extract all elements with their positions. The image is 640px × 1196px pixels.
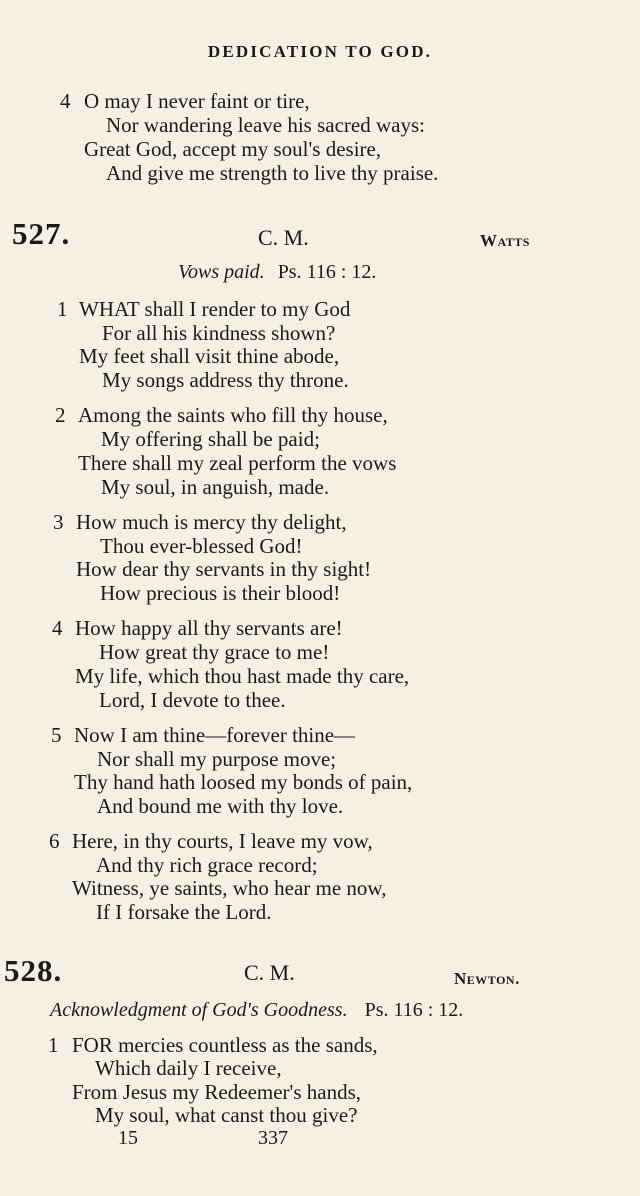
verse-line: There shall my zeal perform the vows (78, 451, 397, 475)
verse-line: O may I never faint or tire, (84, 89, 310, 113)
hymn-number: 527. (12, 216, 71, 251)
running-header: DEDICATION TO GOD. (207, 42, 433, 61)
verse-line: How dear thy servants in thy sight! (76, 557, 372, 581)
verse-line: How much is mercy thy delight, (76, 510, 347, 534)
verse-line: My offering shall be paid; (101, 427, 320, 451)
stanza-number: 3 (53, 510, 64, 534)
hymn-number: 528. (4, 953, 63, 988)
verse-line: Which daily I receive, (95, 1056, 282, 1080)
hymn-meter: C. M. (244, 960, 295, 985)
scripture-reference: Ps. 116 : 12. (364, 999, 464, 1021)
hymn-title: Acknowledgment of God's Goodness. (50, 999, 348, 1021)
verse-line: Among the saints who fill thy house, (78, 403, 388, 427)
verse-line: Lord, I devote to thee. (99, 688, 286, 712)
stanza-number: 1 (57, 297, 68, 321)
verse-line: My songs address thy throne. (102, 368, 349, 392)
verse-line: From Jesus my Redeemer's hands, (72, 1080, 361, 1104)
verse-line: And give me strength to live thy praise. (106, 161, 439, 185)
verse-line: For all his kindness shown? (102, 321, 336, 345)
verse-line: FOR mercies countless as the sands, (72, 1033, 378, 1057)
hymn-meter: C. M. (258, 225, 309, 250)
verse-line: And thy rich grace record; (96, 853, 318, 877)
stanza-number: 4 (52, 616, 63, 640)
hymn-title: Vows paid. (178, 261, 265, 283)
verse-line: My soul, in anguish, made. (101, 475, 330, 499)
page-number: 337 (258, 1127, 288, 1149)
verse-line: My soul, what canst thou give? (95, 1103, 358, 1127)
verse-line: And bound me with thy love. (97, 794, 344, 818)
hymn-subtitle (178, 261, 376, 284)
scripture-reference: Ps. 116 : 12. (277, 261, 377, 283)
verse-line: Nor shall my purpose move; (97, 747, 337, 771)
verse-line: Here, in thy courts, I leave my vow, (72, 829, 373, 853)
verse-line: Thou ever-blessed God! (100, 534, 303, 558)
verse-line: My life, which thou hast made thy care, (75, 664, 410, 688)
stanza-number: 6 (49, 829, 60, 853)
verse-line: If I forsake the Lord. (96, 900, 272, 924)
verse-line: Great God, accept my soul's desire, (84, 137, 382, 161)
verse-line: My feet shall visit thine abode, (79, 344, 340, 368)
verse-line: How happy all thy servants are! (75, 616, 343, 640)
verse-line: Now I am thine—forever thine— (74, 723, 356, 747)
stanza-number: 4 (60, 89, 71, 113)
verse-line: Thy hand hath loosed my bonds of pain, (74, 770, 413, 794)
verse-line: Nor wandering leave his sacred ways: (106, 113, 425, 137)
stanza-number: 2 (55, 403, 66, 427)
verse-line: WHAT shall I render to my God (79, 297, 351, 321)
tune-name: Watts (480, 231, 530, 250)
verse-line: Witness, ye saints, who hear me now, (72, 876, 387, 900)
verse-line: How great thy grace to me! (99, 640, 330, 664)
stanza-number: 1 (48, 1033, 59, 1057)
hymn-subtitle (50, 999, 463, 1022)
verse-line: How precious is their blood! (100, 581, 341, 605)
stanza-number: 5 (51, 723, 62, 747)
tune-name: Newton. (454, 969, 520, 988)
signature-mark: 15 (118, 1127, 138, 1149)
